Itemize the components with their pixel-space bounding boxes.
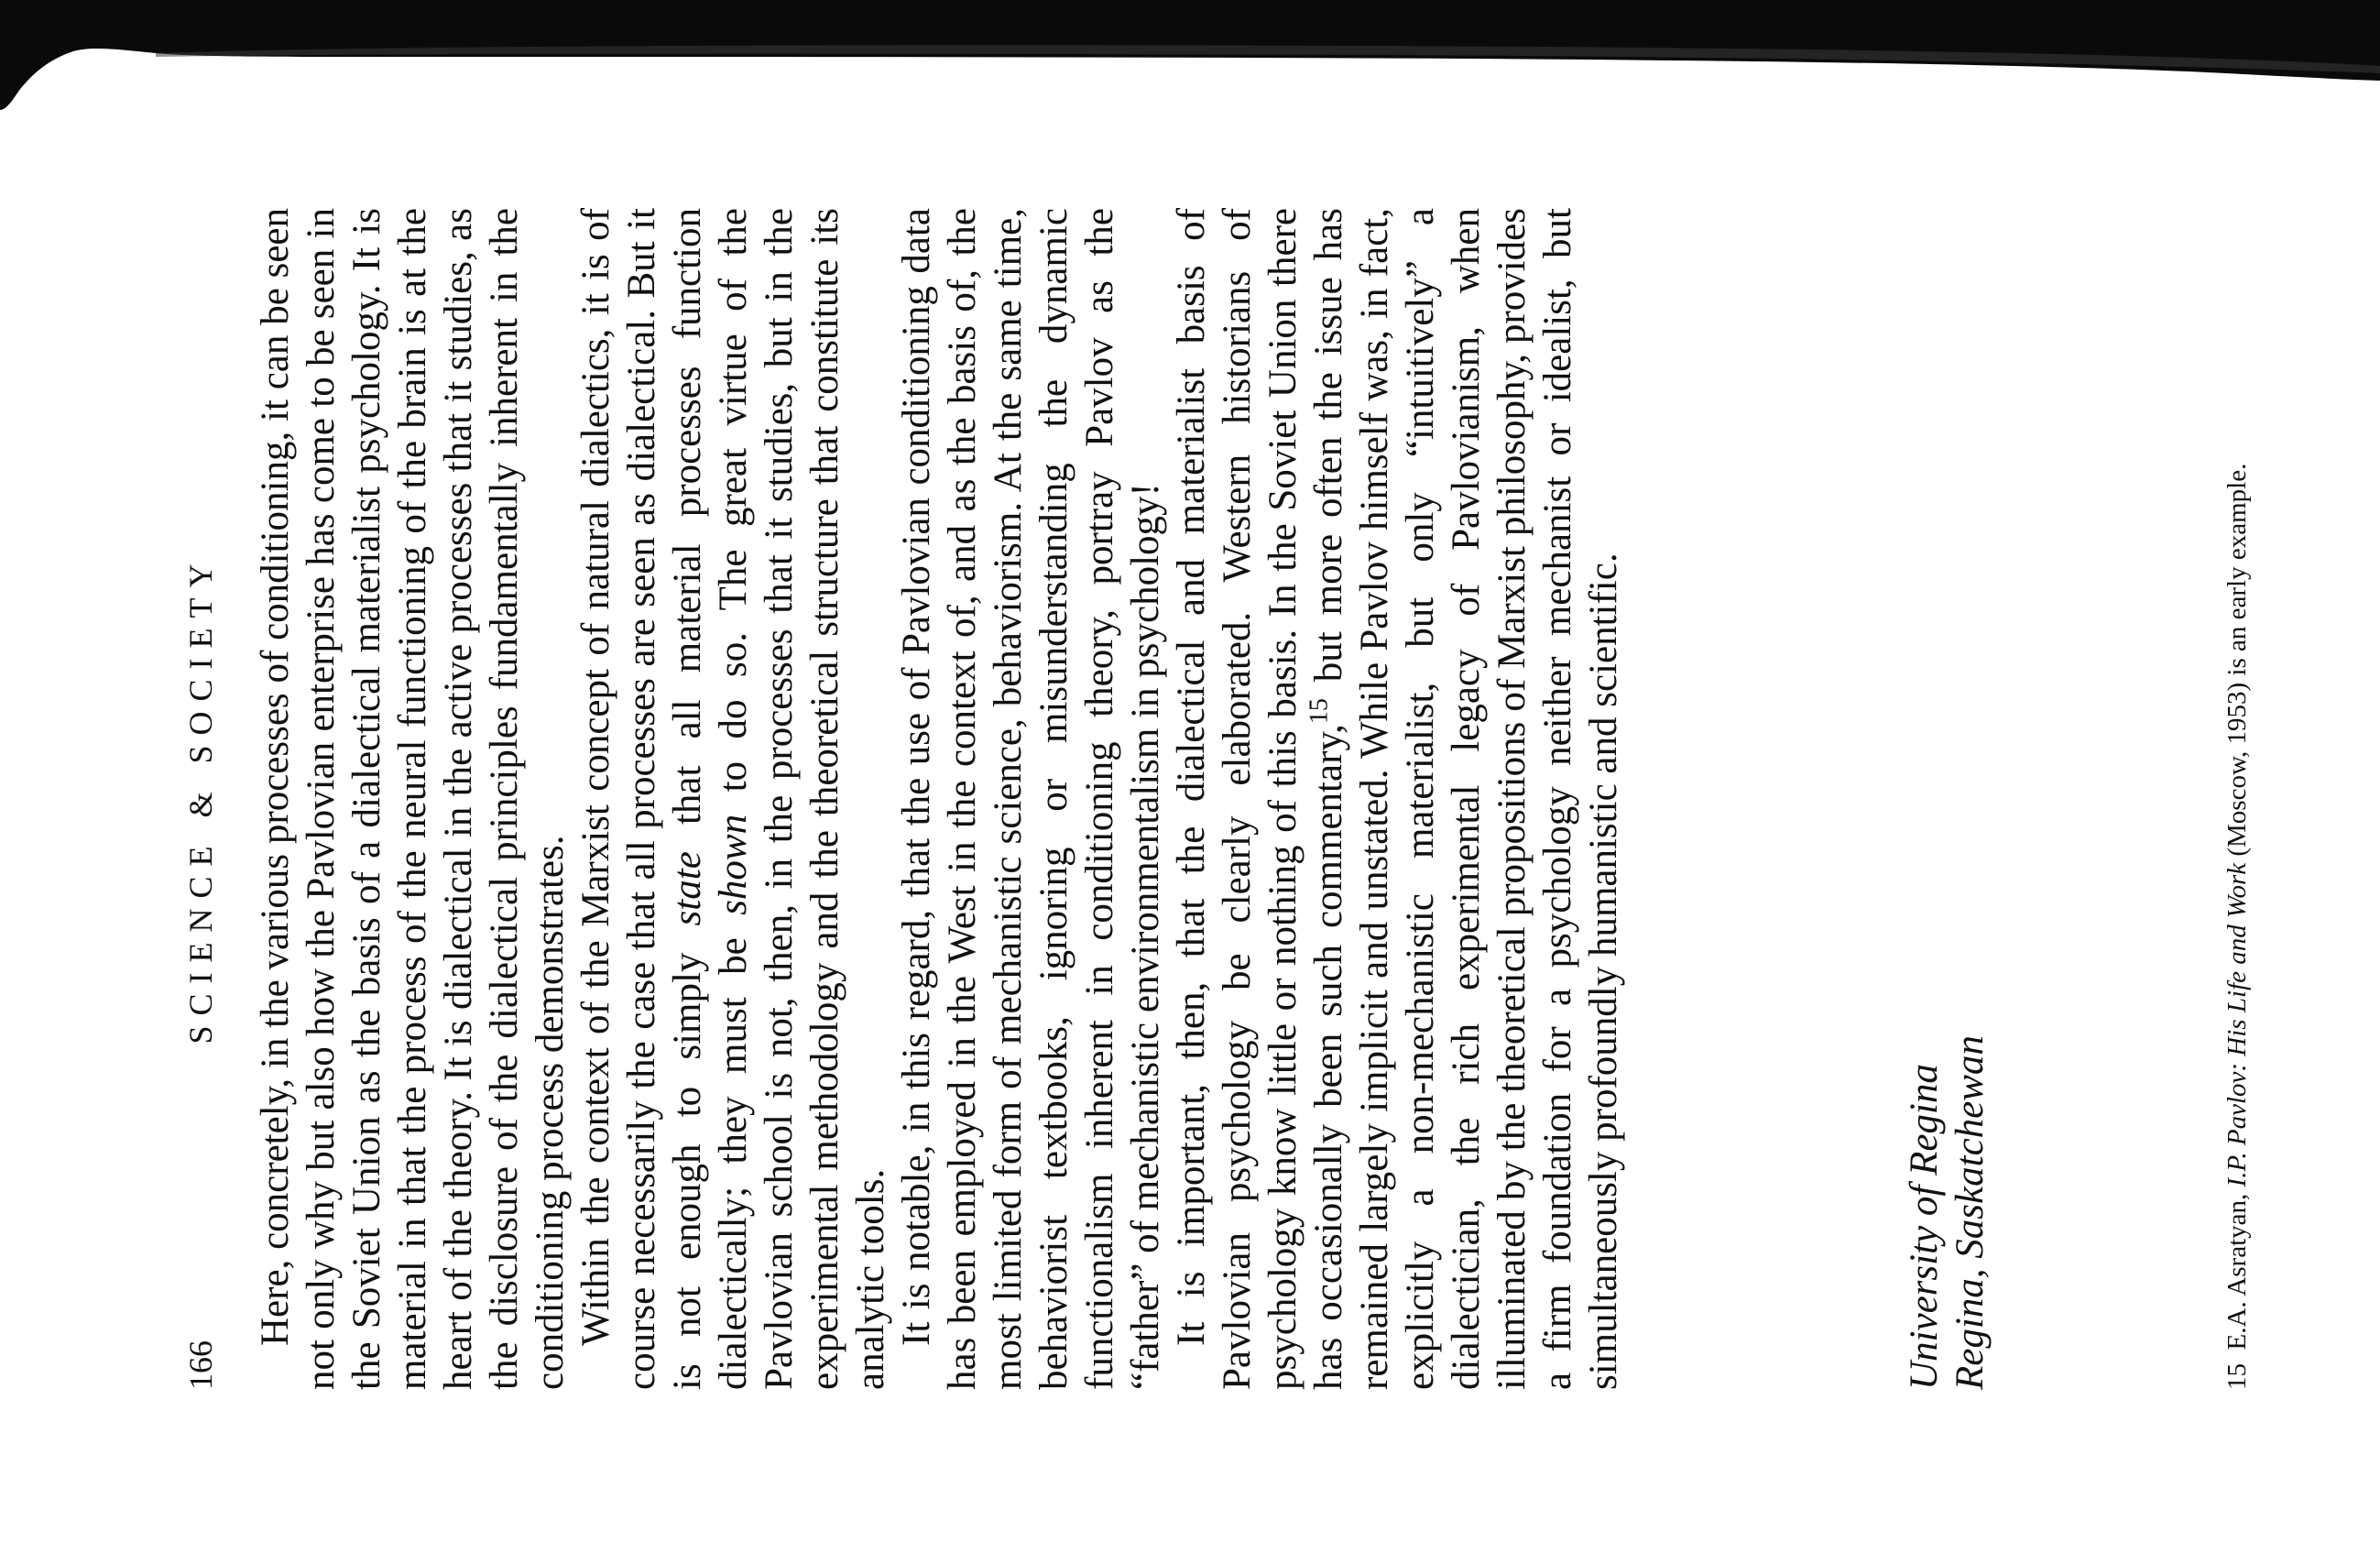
footnote-reference: 15 xyxy=(1305,698,1334,725)
journal-title: SCIENCE & SOCIETY xyxy=(182,553,219,1044)
paragraph-text: Within the context of the Marxist concept of natural dialectics, it is of course necessarily the case that all processes are seen as dialectical. But it is not enough to simply xyxy=(574,208,709,1390)
paragraph-text: to do so. The great virtue of the Pavlovian school is not, then, in the processes that it studies, but in the experimental methodology and the theoretical structure that constitute its analytic tools. xyxy=(712,208,892,1390)
footnote-number: 15 xyxy=(2222,1363,2252,1390)
rotated-journal-page xyxy=(77,71,2303,1527)
article-body xyxy=(253,208,1627,1390)
paragraph-4 xyxy=(1169,208,1627,1390)
page-number: 166 xyxy=(182,1340,219,1390)
author-affiliation xyxy=(1902,1035,1993,1390)
footnote-15 xyxy=(2221,208,2254,1390)
paragraph-1 xyxy=(253,208,573,1390)
footnote-book-title: I.P. Pavlov: His Life and Work xyxy=(2222,862,2252,1187)
footnote-author: E.A. Asratyan, xyxy=(2222,1193,2252,1351)
paragraph-text: It is notable, in this regard, that the use of Pavlovian conditioning data has been employed in the West in the context of, and as the basis of, the most limited form of mechanistic science, behaviorism. At the same time, behaviorist textbooks, ignoring or misunderstanding the dynamic functionalism inherent in conditioning theory, portray Pavlov as the “father” of mechanistic environmentalism in psychology! xyxy=(895,208,1167,1390)
affiliation-location: Regina, Saskatchewan xyxy=(1949,1035,1992,1390)
paragraph-text: but more often the issue has remained largely implicit and unstated. While Pavlov himself was, in fact, explicitly a non-mechanistic materialist, but only “intuitively” a dialectician, the rich experimental legacy of Pavlovianism, when illuminated by the theoretical propositions of Marxist philosophy, provides a firm foundation for a psychology neither mechanist or idealist, but simultaneously profoundly humanistic and scientific. xyxy=(1307,208,1625,1390)
paragraph-text: that all material processes function dialectically; they must be xyxy=(666,208,755,1390)
affiliation-university: University of Regina xyxy=(1903,1064,1946,1390)
paragraph-text: It is important, then, that the dialectical and materialist basis of Pavlovian psychology be clearly elaborated. Western historians of psychology know little or nothing of this basis. In the Soviet Union there has occasionally been such commentary, xyxy=(1170,208,1350,1390)
footnote-rest: (Moscow, 1953) is an early example. xyxy=(2222,463,2252,857)
paragraph-3 xyxy=(894,208,1169,1390)
running-head xyxy=(182,208,219,1390)
paragraph-text: Here, concretely, in the various processes of conditioning, it can be seen not only why but also how the Pavlovian enterprise has come to be seen in the Soviet Union as the basis of a dialectical materialist psychology. It is material in that the process of the neural functioning of the brain is at the heart of the theory. It is dialectical in the active processes that it studies, as the disclosure of the dialectical principles fundamentally inherent in the conditioning process demonstrates. xyxy=(254,208,572,1390)
emphasis-text: state xyxy=(666,851,709,926)
paragraph-2 xyxy=(573,208,894,1390)
emphasis-text: shown xyxy=(712,814,755,915)
